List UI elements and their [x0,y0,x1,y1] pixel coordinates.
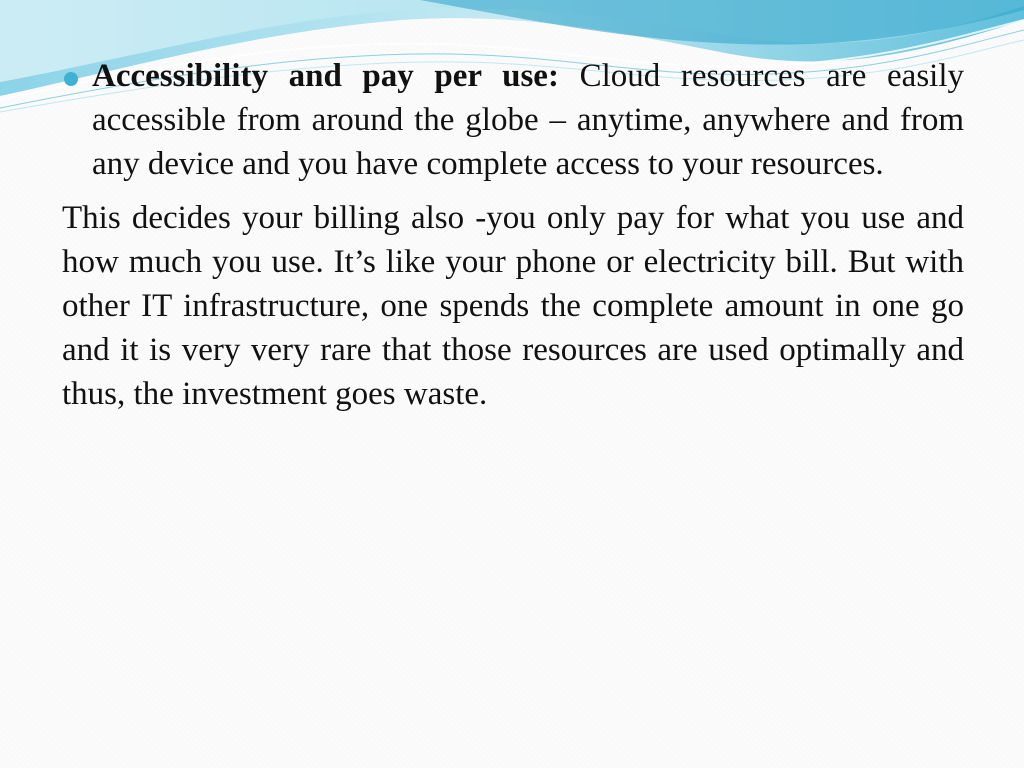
bullet-item [62,54,964,186]
bullet-lead-text: Accessibility and pay per use: [92,58,559,94]
body-paragraph: This decides your billing also -you only pay for what you use and how much you use. It’s like your phone or electricity bill. But with other IT infrastructure, one spends the complete amount in one go and it is very very rare that those resources are used optimally and thus, the investment goes waste. [62,200,964,412]
slide-content [62,54,964,416]
bullet-body-text: Cloud resources are easily accessible from around the globe – anytime, anywhere and from any device and you have complete access to your resources. [92,58,965,182]
bullet-dot-icon [64,72,78,86]
